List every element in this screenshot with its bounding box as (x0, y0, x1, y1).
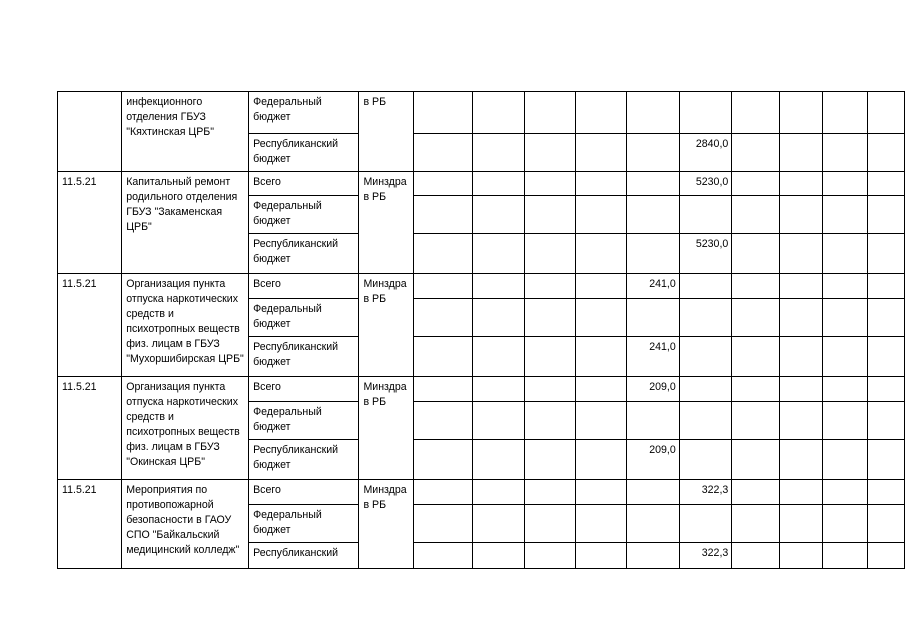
value-cell (576, 196, 627, 234)
value-cell (779, 274, 823, 299)
value-cell (524, 505, 575, 543)
value-cell (627, 134, 679, 172)
value-cell (414, 440, 473, 480)
value-cell (576, 134, 627, 172)
value-cell (823, 234, 868, 274)
value-cell (473, 172, 524, 196)
value-cell (576, 543, 627, 569)
value-cell (679, 505, 732, 543)
value-cell (576, 480, 627, 505)
funding-source-cell: Федеральный бюджет (249, 402, 359, 440)
value-cell (679, 337, 732, 377)
value-cell (473, 377, 524, 402)
value-cell (679, 299, 732, 337)
value-cell (576, 440, 627, 480)
value-cell (473, 337, 524, 377)
value-cell (779, 543, 823, 569)
value-cell (732, 134, 779, 172)
funding-source-cell: Федеральный бюджет (249, 505, 359, 543)
value-cell (732, 402, 779, 440)
value-cell (679, 274, 732, 299)
value-cell (823, 274, 868, 299)
value-cell (627, 402, 679, 440)
value-cell (823, 543, 868, 569)
value-cell (823, 92, 868, 134)
value-cell (732, 196, 779, 234)
value-cell (779, 337, 823, 377)
value-cell (868, 196, 905, 234)
value-cell (414, 377, 473, 402)
value-cell (779, 377, 823, 402)
value-cell (823, 377, 868, 402)
value-cell (524, 377, 575, 402)
funding-source-cell: Республиканский (249, 543, 359, 569)
value-cell (524, 480, 575, 505)
value-cell (779, 196, 823, 234)
value-cell (627, 92, 679, 134)
funding-source-cell: Всего (249, 480, 359, 505)
value-cell: 5230,0 (679, 234, 732, 274)
value-cell (679, 92, 732, 134)
value-cell (823, 440, 868, 480)
value-cell: 2840,0 (679, 134, 732, 172)
value-cell: 322,3 (679, 480, 732, 505)
value-cell (576, 337, 627, 377)
value-cell (732, 299, 779, 337)
value-cell (732, 505, 779, 543)
activity-name-cell: Организация пункта отпуска наркотических средств и психотропных веществ физ. лицам в ГБУЗ "Мухоршибирская ЦРБ" (122, 274, 249, 377)
funding-source-cell: Федеральный бюджет (249, 196, 359, 234)
value-cell (524, 337, 575, 377)
value-cell (823, 505, 868, 543)
value-cell (627, 299, 679, 337)
value-cell (414, 505, 473, 543)
value-cell (868, 234, 905, 274)
value-cell (576, 402, 627, 440)
value-cell (868, 274, 905, 299)
value-cell (414, 274, 473, 299)
table-row (58, 92, 905, 134)
value-cell (868, 543, 905, 569)
value-cell (473, 274, 524, 299)
funding-source-cell: Федеральный бюджет (249, 92, 359, 134)
value-cell (732, 440, 779, 480)
table-row (58, 274, 905, 299)
value-cell (732, 92, 779, 134)
value-cell (473, 234, 524, 274)
value-cell (576, 274, 627, 299)
value-cell (576, 172, 627, 196)
value-cell (823, 196, 868, 234)
value-cell: 209,0 (627, 440, 679, 480)
value-cell (414, 337, 473, 377)
value-cell (524, 196, 575, 234)
value-cell (524, 402, 575, 440)
value-cell (627, 172, 679, 196)
value-cell (779, 134, 823, 172)
value-cell (414, 480, 473, 505)
value-cell (524, 92, 575, 134)
value-cell (473, 480, 524, 505)
value-cell (576, 234, 627, 274)
value-cell (473, 299, 524, 337)
row-code-cell: 11.5.21 (58, 172, 122, 274)
row-code-cell (58, 92, 122, 172)
row-code-cell: 11.5.21 (58, 377, 122, 480)
value-cell (414, 299, 473, 337)
value-cell (823, 134, 868, 172)
executor-cell: Минздра в РБ (359, 172, 414, 274)
value-cell (576, 377, 627, 402)
value-cell (779, 172, 823, 196)
value-cell (524, 234, 575, 274)
value-cell (627, 234, 679, 274)
value-cell (627, 543, 679, 569)
value-cell (732, 543, 779, 569)
value-cell (732, 274, 779, 299)
value-cell (473, 543, 524, 569)
budget-table (57, 91, 905, 569)
value-cell (576, 92, 627, 134)
value-cell (868, 172, 905, 196)
table-row (58, 377, 905, 402)
table-row (58, 172, 905, 196)
activity-name-cell: Организация пункта отпуска наркотических средств и психотропных веществ физ. лицам в ГБУЗ "Окинская ЦРБ" (122, 377, 249, 480)
value-cell (868, 134, 905, 172)
value-cell (524, 440, 575, 480)
value-cell (473, 440, 524, 480)
value-cell (823, 337, 868, 377)
value-cell (732, 234, 779, 274)
value-cell (576, 505, 627, 543)
value-cell (576, 299, 627, 337)
value-cell: 241,0 (627, 274, 679, 299)
value-cell (732, 480, 779, 505)
value-cell (779, 234, 823, 274)
value-cell (868, 337, 905, 377)
table-row (58, 480, 905, 505)
funding-source-cell: Республиканский бюджет (249, 440, 359, 480)
value-cell (473, 402, 524, 440)
value-cell (473, 134, 524, 172)
activity-name-cell: Мероприятия по противопожарной безопасности в ГАОУ СПО "Байкальский медицинский колледж" (122, 480, 249, 569)
value-cell (524, 274, 575, 299)
value-cell (868, 377, 905, 402)
value-cell: 241,0 (627, 337, 679, 377)
value-cell (524, 172, 575, 196)
value-cell (414, 172, 473, 196)
value-cell (779, 505, 823, 543)
funding-source-cell: Всего (249, 274, 359, 299)
value-cell (868, 440, 905, 480)
value-cell (524, 543, 575, 569)
value-cell (679, 402, 732, 440)
value-cell (414, 196, 473, 234)
executor-cell: Минздра в РБ (359, 377, 414, 480)
activity-name-cell: инфекционного отделения ГБУЗ "Кяхтинская ЦРБ" (122, 92, 249, 172)
value-cell (414, 543, 473, 569)
activity-name-cell: Капитальный ремонт родильного отделения ГБУЗ "Закаменская ЦРБ" (122, 172, 249, 274)
value-cell (779, 299, 823, 337)
value-cell (524, 134, 575, 172)
value-cell (732, 377, 779, 402)
value-cell (414, 92, 473, 134)
value-cell: 5230,0 (679, 172, 732, 196)
value-cell (679, 196, 732, 234)
value-cell (779, 440, 823, 480)
value-cell (779, 480, 823, 505)
value-cell (732, 172, 779, 196)
value-cell (524, 299, 575, 337)
funding-source-cell: Всего (249, 377, 359, 402)
value-cell (779, 92, 823, 134)
value-cell (823, 172, 868, 196)
executor-cell: Минздра в РБ (359, 480, 414, 569)
row-code-cell: 11.5.21 (58, 274, 122, 377)
funding-source-cell: Республиканский бюджет (249, 234, 359, 274)
funding-source-cell: Республиканский бюджет (249, 337, 359, 377)
value-cell (868, 402, 905, 440)
executor-cell: Минздра в РБ (359, 274, 414, 377)
value-cell (868, 299, 905, 337)
value-cell (868, 92, 905, 134)
row-code-cell: 11.5.21 (58, 480, 122, 569)
value-cell (473, 196, 524, 234)
value-cell (679, 377, 732, 402)
value-cell (732, 337, 779, 377)
value-cell (823, 402, 868, 440)
value-cell (473, 92, 524, 134)
funding-source-cell: Республиканский бюджет (249, 134, 359, 172)
value-cell (779, 402, 823, 440)
funding-source-cell: Федеральный бюджет (249, 299, 359, 337)
value-cell (627, 196, 679, 234)
value-cell: 209,0 (627, 377, 679, 402)
value-cell (823, 299, 868, 337)
value-cell (627, 480, 679, 505)
value-cell (868, 480, 905, 505)
value-cell (414, 402, 473, 440)
value-cell: 322,3 (679, 543, 732, 569)
value-cell (679, 440, 732, 480)
executor-cell: в РБ (359, 92, 414, 172)
value-cell (868, 505, 905, 543)
value-cell (414, 134, 473, 172)
value-cell (414, 234, 473, 274)
value-cell (627, 505, 679, 543)
value-cell (473, 505, 524, 543)
funding-source-cell: Всего (249, 172, 359, 196)
value-cell (823, 480, 868, 505)
